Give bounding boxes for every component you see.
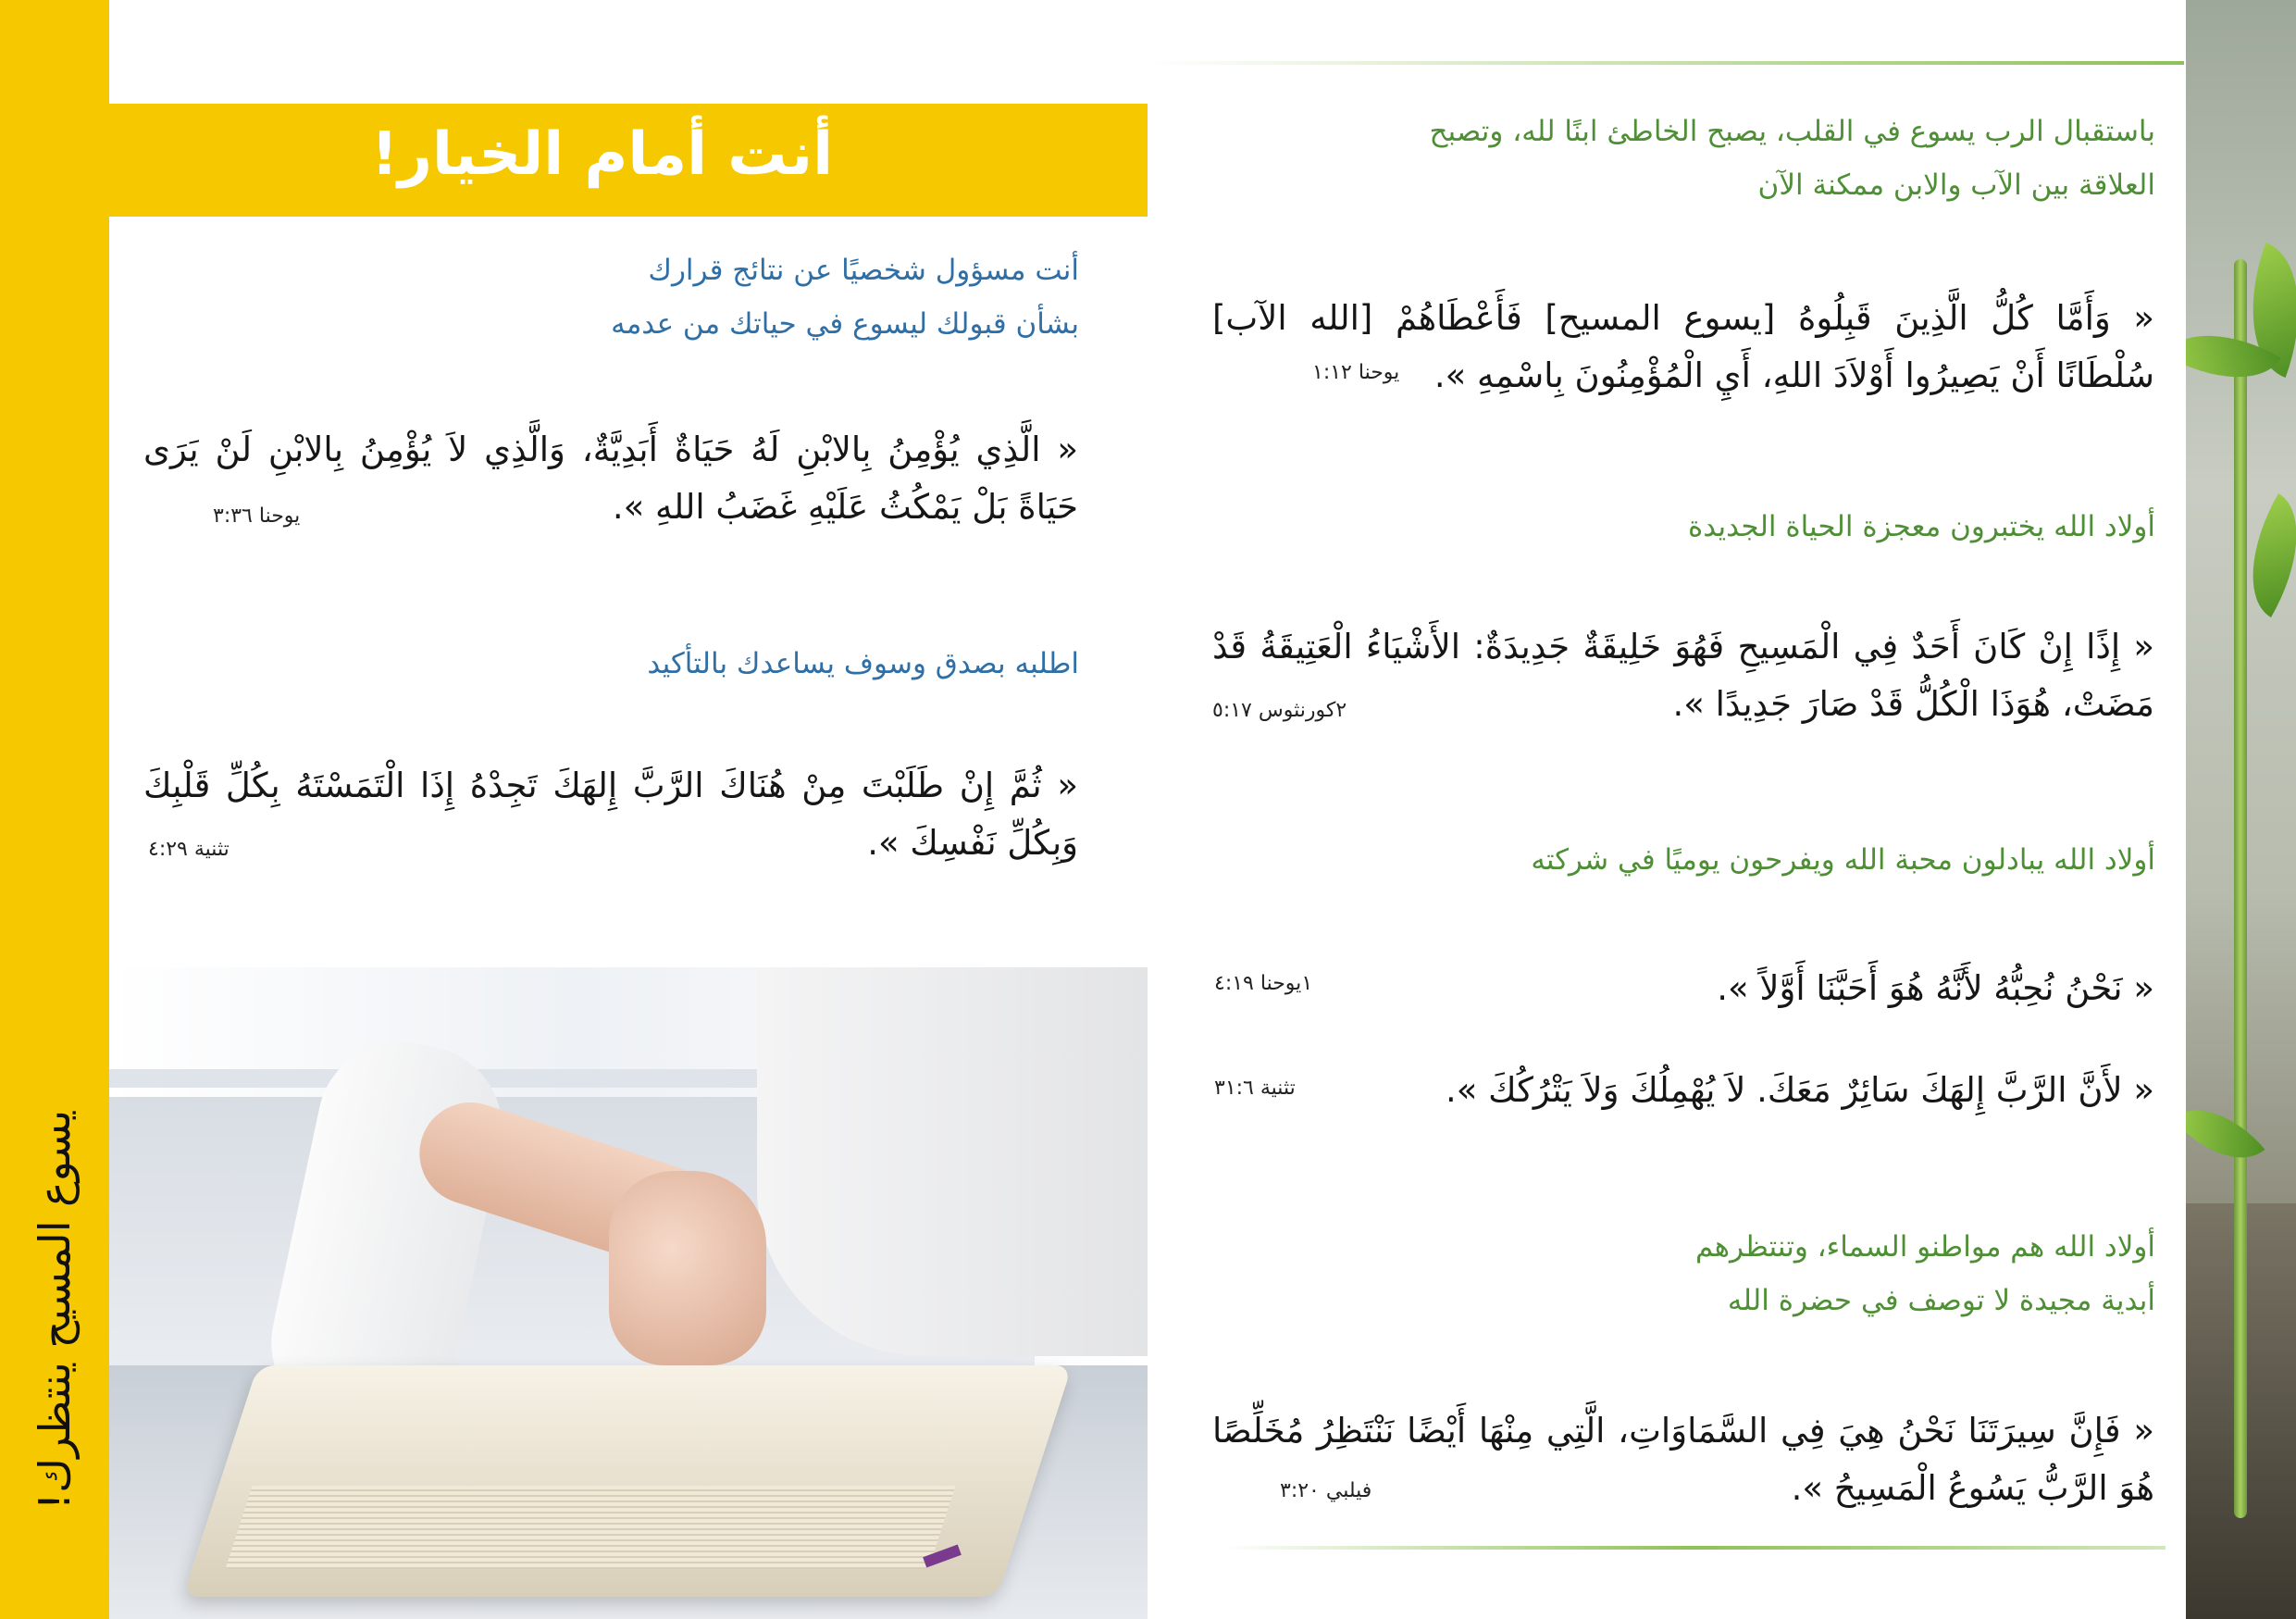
praying-hands-photo [109, 967, 1148, 1619]
right-heading-1-line-2: العلاقة بين الآب والابن ممكنة الآن [1757, 168, 2155, 202]
left-heading-2: اطلبه بصدق وسوف يساعدك بالتأكيد [647, 647, 1079, 680]
right-heading-3: أولاد الله يبادلون محبة الله ويفرحون يوميًا في شركته [1531, 843, 2155, 877]
bottom-divider [1222, 1546, 2166, 1550]
top-divider [1148, 61, 2184, 65]
left-heading-1 [611, 243, 1079, 351]
sprout-image [2234, 259, 2247, 1518]
right-verse-5-ref: فيلبي ٣:٢٠ [1280, 1479, 1372, 1502]
left-heading-1-line-1: أنت مسؤول شخصيًا عن نتائج قرارك [648, 254, 1079, 287]
right-verse-1-ref: يوحنا ١:١٢ [1312, 361, 1400, 384]
right-heading-1-line-1: باستقبال الرب يسوع في القلب، يصبح الخاطئ ابنًا لله، وتصبح [1429, 115, 2155, 148]
right-heading-4-line-1: أولاد الله هم مواطنو السماء، وتنتظرهم [1694, 1230, 2155, 1264]
right-heading-1 [1430, 105, 2155, 212]
left-verse-1: « الَّذِي يُؤْمِنُ بِالابْنِ لَهُ حَيَاةٌ أَبَدِيَّةٌ، وَالَّذِي لاَ يُؤْمِنُ بِالابْنِ لَنْ يَرَى حَيَاةً بَلْ يَمْكُثُ عَلَيْهِ غَضَبُ اللهِ ». [143, 430, 1078, 527]
right-verse-1: « وَأَمَّا كُلُّ الَّذِينَ قَبِلُوهُ [يسوع المسيح] فَأَعْطَاهُمْ [الله الآب] سُلْطَانًا أَنْ يَصِيرُوا أَوْلاَدَ اللهِ، أَيِ الْمُؤْمِنُونَ بِاسْمِهِ ». [1212, 298, 2154, 395]
right-verse-4-ref: تثنية ٣١:٦ [1214, 1077, 1296, 1100]
left-heading-1-line-2: بشأن قبولك ليسوع في حياتك من عدمه [611, 307, 1079, 341]
side-text: يسوع المسيح ينتظرك! [30, 1109, 81, 1511]
right-heading-4 [1695, 1220, 2155, 1327]
right-verse-5: « فَإِنَّ سِيرَتَنَا نَحْنُ هِيَ فِي السَّمَاوَاتِ، الَّتِي مِنْهَا أَيْضًا نَنْتَظِرُ مُخَلِّصًا هُوَ الرَّبُّ يَسُوعُ الْمَسِيحُ ». [1212, 1411, 2154, 1508]
right-verse-3-ref: ١يوحنا ٤:١٩ [1214, 972, 1313, 995]
page-title: أنت أمام الخيار! [370, 120, 833, 189]
right-verse-4: « لأَنَّ الرَّبَّ إِلهَكَ سَائِرٌ مَعَكَ. لاَ يُهْمِلُكَ وَلاَ يَتْرُكُكَ ». [1445, 1070, 2154, 1110]
right-verse-3: « نَحْنُ نُحِبُّهُ لأَنَّهُ هُوَ أَحَبَّنَا أَوَّلاً ». [1717, 968, 2154, 1008]
right-heading-2: أولاد الله يختبرون معجزة الحياة الجديدة [1688, 510, 2155, 543]
sprout-photo [2186, 0, 2296, 1619]
left-verse-2: « ثُمَّ إِنْ طَلَبْتَ مِنْ هُنَاكَ الرَّبَّ إِلهَكَ تَجِدْهُ إِذَا الْتَمَسْتَهُ بِكُلِّ قَلْبِكَ وَبِكُلِّ نَفْسِكَ ». [143, 766, 1078, 863]
title-bar [109, 104, 1148, 217]
left-verse-1-ref: يوحنا ٣:٣٦ [213, 504, 301, 528]
side-vertical-text [22, 1037, 87, 1583]
right-heading-4-line-2: أبدية مجيدة لا توصف في حضرة الله [1727, 1284, 2155, 1317]
right-verse-2-ref: ٢كورنثوس ٥:١٧ [1212, 699, 1347, 722]
praying-hands-image [609, 1171, 766, 1365]
left-verse-2-ref: تثنية ٤:٢٩ [148, 838, 230, 861]
right-verse-2: « إِذًا إِنْ كَانَ أَحَدٌ فِي الْمَسِيحِ فَهُوَ خَلِيقَةٌ جَدِيدَةٌ: الأَشْيَاءُ الْعَتِيقَةُ قَدْ مَضَتْ، هُوَذَا الْكُلُّ قَدْ صَارَ جَدِيدًا ». [1212, 627, 2154, 724]
